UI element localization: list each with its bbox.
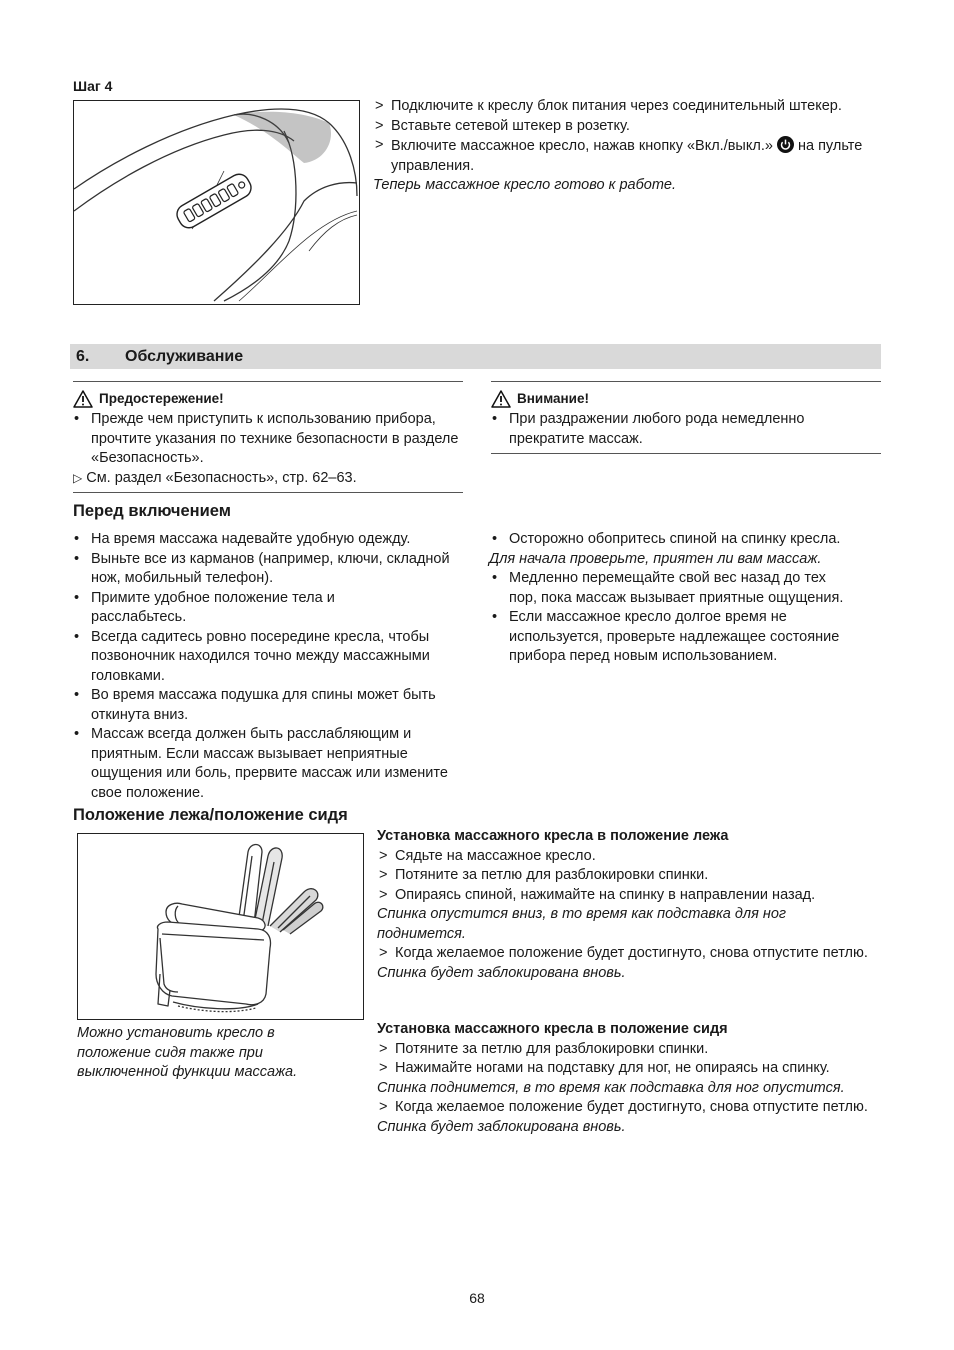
step-4-title: Шаг 4 — [73, 78, 113, 94]
lying-step: > Опираясь спиной, нажимайте на спинку в направлении назад. — [377, 886, 885, 906]
before-use-left-list — [73, 530, 468, 803]
caution-text: • Прежде чем приступить к использованию прибора, прочтите указания по технике безопасности в разделе «Безопасность». — [73, 410, 463, 469]
list-item: • Если массажное кресло долгое время не используется, проверьте надлежащее состояние прибора перед новым использованием. — [491, 608, 881, 667]
list-item: • Осторожно обопритесь спиной на спинку кресла. — [491, 530, 881, 550]
lying-title: Установка массажного кресла в положение лежа — [377, 828, 729, 844]
list-item: • Медленно перемещайте свой вес назад до тех пор, пока массаж вызывает приятные ощущения. — [491, 569, 881, 608]
position-heading: Положение лежа/положение сидя — [73, 806, 348, 824]
caution-box — [73, 381, 463, 493]
chair-caption: Можно установить кресло в положение сидя также при выключенной функции массажа. — [77, 1025, 298, 1080]
chair-positions-illustration — [77, 833, 364, 1020]
warning-triangle-icon — [491, 390, 511, 408]
before-use-note: Для начала проверьте, приятен ли вам массаж. — [489, 550, 822, 567]
attention-box — [491, 381, 881, 454]
step-4-instructions — [373, 97, 883, 196]
step-4-item: > Подключите к креслу блок питания через соединительный штекер. — [373, 97, 883, 117]
sitting-step: > Когда желаемое положение будет достигнуто, снова отпустите петлю. — [377, 1098, 885, 1118]
attention-text: • При раздражении любого рода немедленно прекратите массаж. — [491, 410, 881, 449]
lying-step: > Потяните за петлю для разблокировки спинки. — [377, 866, 885, 886]
armrest-remote-drawing — [74, 101, 359, 304]
before-use-heading: Перед включением — [73, 502, 231, 520]
step-4-item: > Включите массажное кресло, нажав кнопку «Вкл./выкл.» на пульте управления. — [373, 136, 883, 176]
step-4-item: > Вставьте сетевой штекер в розетку. — [373, 117, 883, 137]
lying-step: > Когда желаемое положение будет достигнуто, снова отпустите петлю. — [377, 944, 885, 964]
sitting-step: > Нажимайте ногами на подставку для ног, не опираясь на спинку. — [377, 1059, 885, 1079]
list-item: • Во время массажа подушка для спины может быть откинута вниз. — [73, 686, 468, 725]
lying-note: Спинка опустится вниз, в то время как подставка для ног поднимется. — [377, 906, 787, 942]
sitting-title: Установка массажного кресла в положение сидя — [377, 1021, 728, 1037]
before-use-right-list — [491, 530, 881, 667]
power-button-icon — [777, 136, 794, 153]
page-number: 68 — [469, 1290, 485, 1306]
step-4-result: Теперь массажное кресло готово к работе. — [373, 177, 676, 193]
lying-instructions — [377, 827, 885, 983]
lying-note: Спинка будет заблокирована вновь. — [377, 964, 626, 981]
control-panel-illustration — [73, 100, 360, 305]
section-number: 6. — [76, 348, 90, 365]
lying-step: > Сядьте на массажное кресло. — [377, 847, 885, 867]
caution-title: Предостережение! — [99, 391, 224, 407]
warning-triangle-icon — [73, 390, 93, 408]
sitting-note: Спинка будет заблокирована вновь. — [377, 1118, 626, 1135]
recliner-chair-drawing — [78, 834, 363, 1019]
list-item: • Примите удобное положение тела и расслабьтесь. — [73, 589, 468, 628]
sitting-note: Спинка поднимется, в то время как подставка для ног опустится. — [377, 1079, 845, 1096]
sitting-instructions — [377, 1020, 885, 1137]
attention-title: Внимание! — [517, 391, 589, 407]
caution-reference: ▷ См. раздел «Безопасность», стр. 62–63. — [73, 469, 357, 486]
list-item: • Всегда садитесь ровно посередине кресла, чтобы позвоночник находился точно между массажными головками. — [73, 628, 468, 687]
list-item: • Выньте все из карманов (например, ключи, складной нож, мобильный телефон). — [73, 550, 468, 589]
list-item: • На время массажа надевайте удобную одежду. — [73, 530, 468, 550]
sitting-step: > Потяните за петлю для разблокировки спинки. — [377, 1040, 885, 1060]
section-title: Обслуживание — [125, 348, 244, 365]
list-item: • Массаж всегда должен быть расслабляющим и приятным. Если массаж вызывает неприятные ощущения или боль, прервите массаж или измените свое положение. — [73, 725, 468, 803]
section-header — [70, 344, 881, 369]
